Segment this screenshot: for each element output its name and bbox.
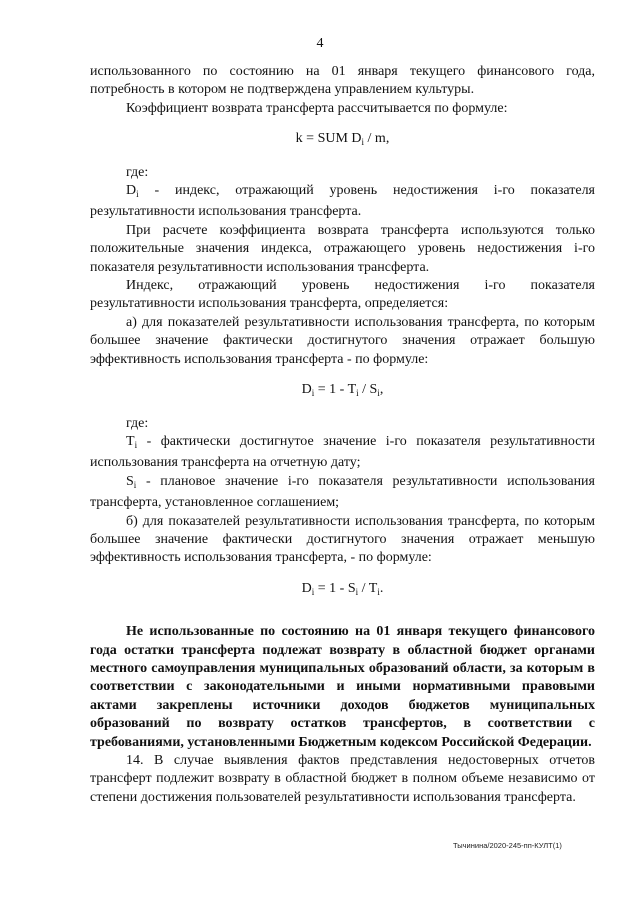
formula-part: / T — [358, 580, 378, 596]
formula-subscript: i — [361, 137, 365, 148]
paragraph: где: — [126, 415, 149, 431]
formula-part: . — [379, 580, 384, 596]
formula-subscript: i — [311, 388, 315, 399]
variable: T — [126, 433, 135, 449]
variable-subscript: i — [134, 439, 138, 450]
formula-part: = 1 - S — [314, 580, 356, 596]
paragraph: а) для показателей результативности использования трансферта, по которым большее значение фактически достигнутого значения отражает большую эффективность использования трансферта - по формуле: — [90, 314, 595, 367]
formula-part: / m, — [364, 131, 390, 147]
formula-subscript: i — [356, 388, 359, 399]
formula-subscript: i — [377, 388, 380, 399]
paragraph-return-remainders: Не использованные по состоянию на 01 января текущего финансового года остатки трансферта подлежат возврату в областной бюджет органами местного самоуправления муниципальных образований области, за которым в соответствии с законодательными и иными нормативными правовыми актами закреплены источники доходов бюджетов муниципальных образований по возврату остатков трансфертов, в соответствии с требованиями, установленными Бюджетным кодексом Российской Федерации. — [90, 624, 595, 750]
definition-ti — [90, 433, 595, 473]
variable-subscript: i — [133, 479, 137, 490]
formula-part: / S — [358, 382, 378, 398]
paragraph: Индекс, отражающий уровень недостижения i-го показателя результативности использования трансферта, определяется: — [90, 278, 595, 312]
formula-part: k = SUM D — [295, 131, 362, 147]
definition-text: - индекс, отражающий уровень недостижения i-го показателя результативности использования трансферта. — [90, 183, 595, 220]
formula-di-a — [90, 381, 595, 402]
formula-part: , — [379, 382, 384, 398]
formula-di-b — [90, 580, 595, 601]
formula-part: D — [301, 382, 312, 398]
formula-subscript: i — [377, 586, 380, 597]
paragraph: При расчете коэффициента возврата трансферта используются только положительные значения индекса, отражающего уровень недостижения i-го показателя результативности использования трансферта. — [90, 222, 595, 275]
paragraph: Коэффициент возврата трансферта рассчитывается по формуле: — [126, 100, 508, 116]
formula-part: = 1 - T — [314, 382, 357, 398]
formula-k — [90, 130, 595, 151]
page-number: 4 — [316, 36, 324, 51]
variable: D — [126, 183, 137, 199]
paragraph-clause-14: 14. В случае выявления фактов представления недостоверных отчетов трансферт подлежит возврату в областной бюджет в полном объеме независимо от степени достижения пользователей результативности использования трансферта. — [90, 753, 595, 805]
definition-di — [90, 182, 595, 222]
paragraph: использованного по состоянию на 01 января текущего финансового года, потребность в котором не подтверждена управлением культуры. — [90, 64, 595, 98]
definition-si — [90, 473, 595, 513]
paragraph: где: — [126, 164, 149, 180]
variable-subscript: i — [136, 189, 139, 200]
definition-text: - плановое значение i-го показателя результативности использования трансферта, установленное соглашением; — [90, 473, 595, 511]
document-body — [90, 63, 595, 807]
formula-subscript: i — [355, 586, 359, 597]
paragraph: б) для показателей результативности использования трансферта, по которым большее значение фактически достигнутого значения отражает меньшую эффективность использования трансферта, - по формуле: — [90, 513, 595, 566]
formula-subscript: i — [311, 586, 315, 597]
variable: S — [126, 473, 134, 489]
definition-text: - фактически достигнутое значение i-го показателя результативности использования трансферта на отчетную дату; — [90, 433, 595, 471]
document-footer-code: Тычинина/2020-245-пп-КУЛТ(1) — [453, 841, 562, 850]
formula-part: D — [301, 580, 312, 596]
